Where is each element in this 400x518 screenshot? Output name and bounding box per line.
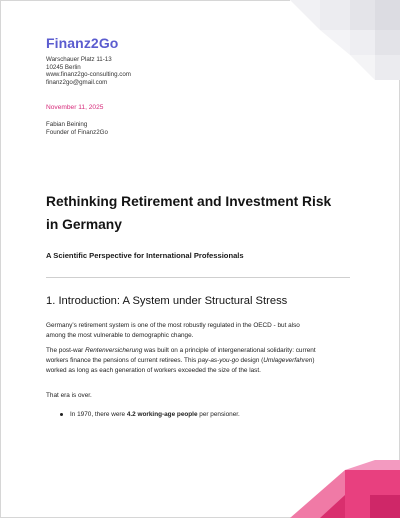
paragraph-2-italic: Rentenversicherung (85, 347, 143, 354)
paragraph-2-text: design ( (238, 357, 264, 365)
section-heading: 1. Introduction: A System under Structural Stress (46, 295, 288, 307)
paragraph-2 (46, 346, 356, 377)
document-subtitle: A Scientific Perspective for International Professionals (46, 251, 244, 260)
address-email: finanz2go@gmail.com (46, 78, 108, 86)
brand-logo: Finanz2Go (46, 35, 119, 51)
decorative-mosaic-top-right (290, 0, 400, 80)
paragraph-3: That era is over. (46, 392, 92, 399)
address-website: www.finanz2go-consulting.com (46, 71, 131, 79)
sender-address (46, 56, 131, 86)
author-role: Founder of Finanz2Go (46, 128, 108, 136)
paragraph-2-text: ) (312, 357, 315, 365)
bullet-bold: 4.2 working-age people (126, 411, 198, 418)
paragraph-2-text: workers finance the pensions of current retirees. This (46, 357, 198, 365)
bullet-text: In 1970, there were (70, 411, 127, 418)
title-line-2: in Germany (46, 217, 122, 232)
paragraph-2-text: was built on a principle of intergenerational solidarity: current (142, 347, 316, 354)
author-block (46, 121, 108, 136)
paragraph-2-italic: pay-as-you-go (197, 357, 239, 365)
document-date: November 11, 2025 (46, 104, 104, 111)
bullet-text: per pensioner. (197, 411, 240, 418)
paragraph-1-line-2: among the most vulnerable to demographic change. (46, 332, 194, 340)
address-street: Warschauer Platz 11-13 (46, 56, 112, 63)
address-city: 10245 Berlin (46, 63, 81, 71)
document-title (46, 190, 366, 236)
paragraph-1 (46, 321, 356, 341)
paragraph-2-line-1 (46, 346, 356, 356)
paragraph-2-text: The post-war (46, 347, 86, 354)
paragraph-1-line-1: Germany’s retirement system is one of the most robustly regulated in the OECD - but also (46, 322, 300, 329)
section-divider (46, 277, 350, 278)
bullet-item (70, 411, 240, 418)
paragraph-2-line-3: worked as long as each generation of workers exceeded the size of the last. (46, 367, 261, 375)
author-name: Fabian Beining (46, 121, 88, 128)
paragraph-2-italic: Umlageverfahren (263, 357, 313, 365)
paragraph-2-line-2 (46, 356, 356, 366)
title-line-1: Rethinking Retirement and Investment Risk (46, 194, 332, 209)
decorative-pink-mosaic (250, 460, 400, 518)
